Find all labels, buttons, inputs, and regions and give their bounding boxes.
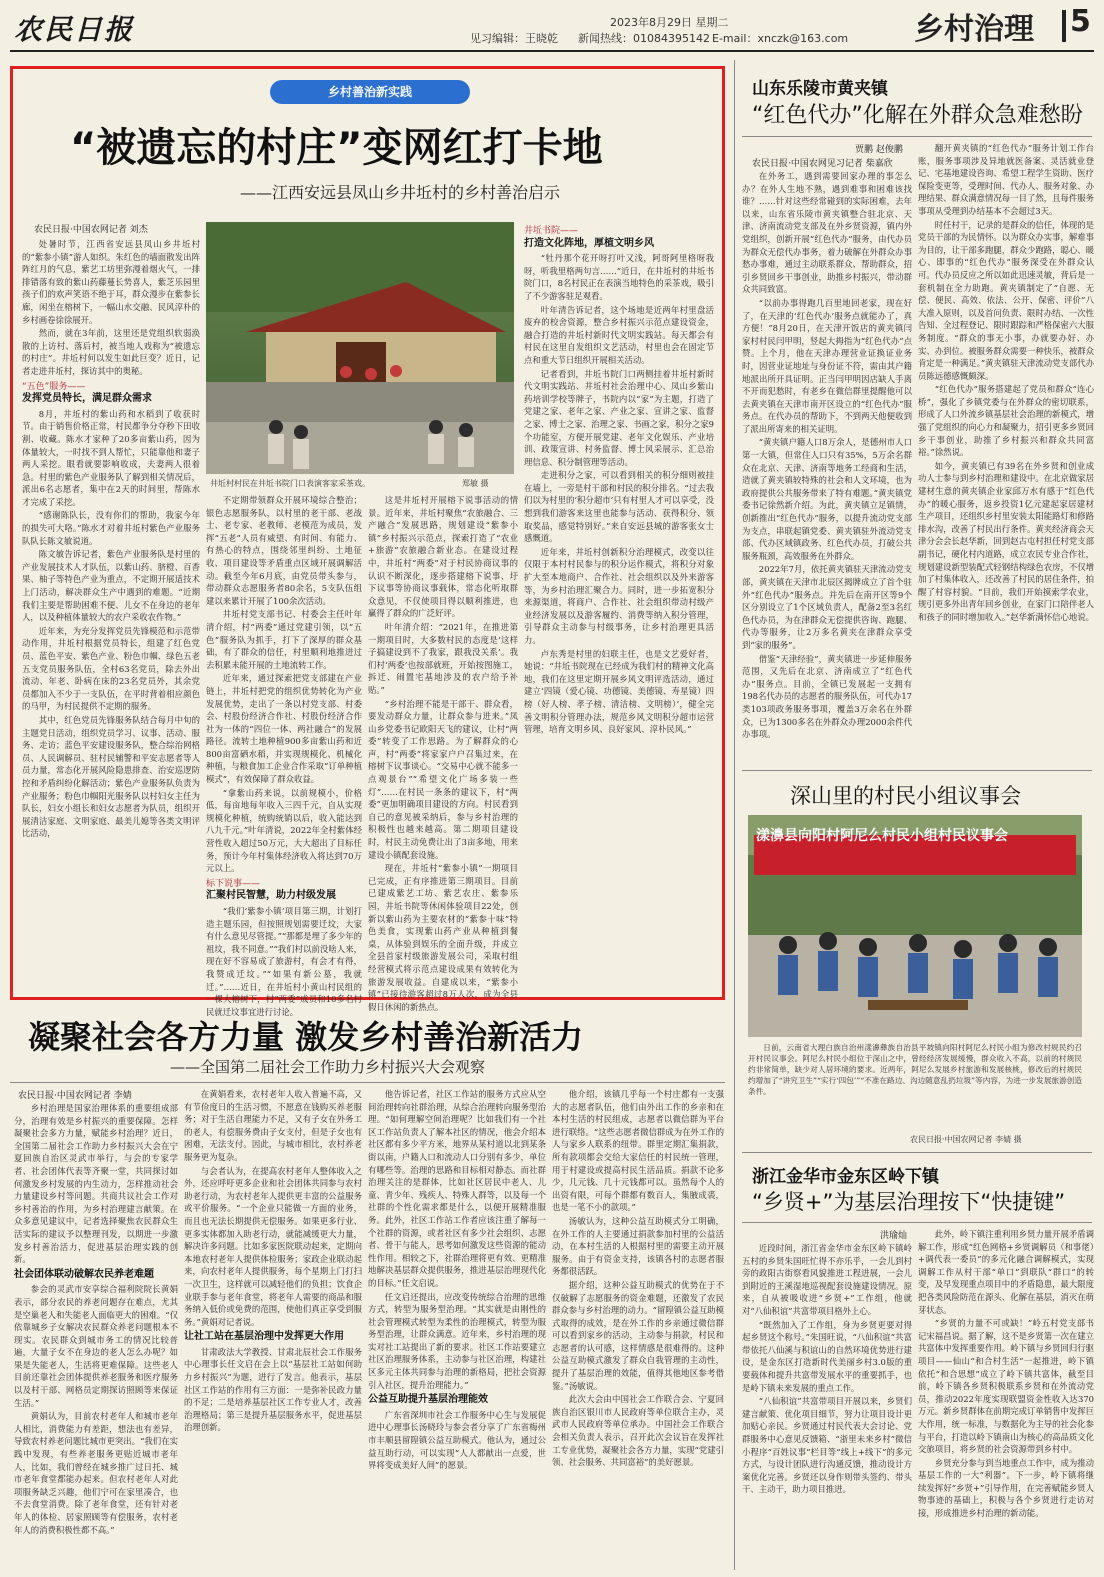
paragraph: 此次大会由中国社会工作联合会、宁夏回族自治区银川市人民政府等单位联合主办，灵武市人民政府等单位承办。中国社会工作联合会相关负责人表示，召开此次会议旨在发挥社工专业优势，凝聚社会各方力量，实现“党建引领、社会服务、共同富裕”的美好愿景。 (552, 1394, 724, 1468)
paragraph: 然而，就在3年前，这里还是党组织软弱涣散的上访村、落后村，被当地人戏称为“被遗忘的村庄”。井坵村何以发生如此巨变？近日，记者走进井坵村，探访其中的奥秘。 (22, 328, 200, 376)
paragraph: “既然加入了工作组，身为乡贤更要对得起乡贤这个称号。”朱国旺说，“八仙积谊”共富带依托八仙溪与积谊山的自然环境优势进行建设，是金东区打造新时代美丽乡村3.0版的重要载体和提升共富带发展水平的重要抓手，也是岭下镇未来发展的重点工作。 (742, 1319, 912, 1393)
paragraph: “乡村治理不能是干部干、群众看，要发动群众力量，让群众参与进来。”凤山乡党委书记欧阳天飞的建议，让村“两委”转变了工作思路。为了解群众的心声，村“两委”将家家户户召集过来，在榕树下议事谈心。“交易中心就不能多一点观景台”“希望文化广场多装一些灯”……在村民一条条的建议下，村“两委”更加明确项目建设的方向。村民看到自己的意见被采纳后，参与乡村治理的积极性也越来越高。第二期项目建设时，村民主动免费让出了3亩多地，用来建设小镇配套设施。 (368, 698, 518, 860)
article5-byline: 洪瑜灿 (880, 1231, 908, 1241)
article5-headline: “乡贤+”为基层治理按下“快捷键” (752, 1190, 1066, 1214)
article3-byline-reporter: 农民日报·中国农网见习记者 柴嘉欣 (752, 159, 893, 169)
paragraph: 借鉴“天津经验”，黄夹镇进一步延伸服务范围，又先后在北京、济南成立了“红色代办”服务点。目前，全镇已发展起一支拥有198名代办员的志愿者的服务队伍，可代办17类103项政务服务事项，覆盖3万余名在外群众，已为1300多名在外群众办理2000余件代办事项。 (742, 653, 912, 740)
section-label: “五色”服务—— (22, 381, 86, 392)
village-performance-photo (206, 222, 514, 474)
article2-byline: 农民日报·中国农网记者 李婧 (18, 1091, 132, 1101)
section-heading (206, 878, 362, 903)
article3-column-1 (742, 170, 912, 760)
paragraph: “感谢陈队长，没有你们的帮助，我家今年的损失可大咯。”陈水才对着井坵村紫色产业服务队队长陈文敏说道。 (22, 510, 200, 546)
paragraph: “拿紫山药来说，以前规模小，价格低，每亩地每年收入三四千元，自从实现规模化种植，统购统销以后，收入能达到八九千元。”叶年清说，2022年全村紫体经营性收入超过50万元，大大超出了目标任务，预计今年村集体经济收入将达到70万元以上。 (206, 787, 362, 874)
paragraph: 不定期带领群众开展环境综合整治；银色志愿服务队，以村里的老干部、老战士、老专家、老教师、老模范为成员，发挥“五老”人员有威望、有时间、有能力、有热心的特点，围绕邻里纠纷、土地征收、项目建设等矛盾重点区域开展调解活动。截至今年6月底，由党员带头参与，带动群众志愿服务者80余名，5支队伍组建以来累计开展了100余次活动。 (206, 495, 362, 606)
paragraph: 叶年清告诉记者，这个场地是近两年村里盘活废弃的校舍资源，整合乡村振兴示范点建设资金，融合打造的井坵村新时代文明实践站。每天都会有村民在这里自发组织文艺活动，村里也会在固定节点和重大节日组织开展相关活动。 (524, 304, 714, 365)
paragraph: 此外，岭下镇注重利用乡贤力量开展矛盾调解工作，形成“红色网格+乡贤调解员（和事佬）+调代表一委员”的多元化融合调解模式，实现调解工作从村干部“单口”到联队“群口”的转变，及早发现重点项目中的矛盾隐患，最大限度把各类风险防范在源头、化解在基层，消灭在萌芽状态。 (918, 1229, 1094, 1315)
article4-photo-banner: 漾濞县向阳村阿尼么村民小组村民议事会 (756, 828, 1008, 844)
paragraph: 与会者认为，在提高农村老年人整体收入之外，还应呼吁更多企业和社会团体共同参与农村助老行动，为农村老年人提供更丰富的公益服务或平价服务。“一个企业只能做一方面的业务，而且也无法长期提供无偿服务。如果更多行业、更多实体都加入助老行动，就能减缓更大力量，解决许多问题。比如多家医院联动起来，定期向本地农村老年人提供体检服务；家政企业联动起来，向农村老年人提供服务，每个星期上门打扫一次卫生，这样就可以减轻他们的负担；饮食企业联手参与老年食堂，将老年人需要的商品和服务纳入低价或免费的范围，使他们真正享受到服务。”黄娟对记者说。 (184, 1165, 362, 1327)
paragraph: 广东省深圳市社会工作服务中心生与发展促进中心理事长汤晓玲与参会者分享了广东省梅州市丰顺县留隍镇公益互助模式。他认为，通过公益互助行动，可以实现“人人都献出一点爱，世界将变成美好人间”的愿景。 (368, 1409, 546, 1471)
contact-email: E-mail：xnczk@163.com (712, 32, 849, 45)
paragraph: 近年来，为充分发挥党员先锋模范和示范带动作用，井坵村根据党员特长，组建了红色党员、蓝色平安、紫色产业、粉色巾帼、绿色五老五支党员服务队伍，全村63名党员，除去外出流动、年老、卧病在床的23名党员外，其余党员都加入不少于一支队伍，在平时背着相应颜色的马甲，为村民提供不定期的服务。 (22, 625, 200, 712)
article2-column-1 (14, 1102, 178, 1568)
article3-rule (742, 136, 1092, 137)
paragraph: “以前办事得跑几百里地回老家，现在好了，在天津的‘红色代办’服务点就能办了，真方便！”8月20日，在天津开饭店的黄夹镇闫家村村民闫甲明，竖起大拇指为“红色代办”点赞。上个月，他在天津办理营业证换证业务时，因营业证地址与身份证不符，需由其户籍地派出所开具证明。正当闫甲明因店缺人手离不开而犯愁时，有老乡在微信群里提醒他可以去黄夹镇在天津市南开区设立的“红色代办”服务点。在代办员的帮助下，不到两天他便收到了派出所寄来的相关证明。 (742, 297, 912, 434)
article5-column-1 (742, 1242, 912, 1568)
paragraph: 如今，黄夹镇已有39名在外乡贤和创业成功人士参与到乡村治理和建设中。在北京做家居建材生意的黄夹镇企业家邱万水有感于“红色代办”的暖心服务，返乡投资1亿元建起家居建材生产项目，还组织乡村里安装太阳能路灯和修路排水沟，改善了村民出行条件。黄夹经济商会天津分会会长赵华新，回到赵古屯村担任村党支部副书记，硬化村内道路，成立农民专业合作社，规划建设新型装配式轻钢结构绿色农房，不仅增加了村集体收入，还改善了村民的居住条件，拍醒了村容村貌。“目前，我们开始摸索学农业，规引更多外出青年回乡创业，在家门口陪伴老人和孩子的同时增加收入。”赵华新满怀信心地说。 (918, 460, 1094, 622)
article5-rule-top (742, 1152, 1092, 1153)
column-tag: 乡村善治新实践 (270, 80, 470, 104)
paragraph: “八仙积谊”共富带项目开展以来，乡贤们建言献策、优化项目细节，努力让项目设计更加贴心亲民。乡贤通过村民代表大会讨论、党群服务中心意见反馈箱、“浙里未来乡村”微信小程序“百姓议事”栏目等“线上+线下”的多元方式，与设计团队进行沟通反馈，推动设计方案优化完善。乡贤还以身作则带头签约、带头干、主动干，助力项目推进。 (742, 1396, 912, 1495)
article4-headline: 深山里的村民小组议事会 (790, 784, 1021, 808)
article5-title: 浙江金华市金东区岭下镇 (752, 1167, 939, 1187)
paragraph: 乡村治理是国家治理体系的重要组成部分，治理有效是乡村振兴的重要保障。怎样凝聚社会多方力量，赋能乡村治理？近日，全国第二届社会工作助力乡村振兴大会在宁夏回族自治区灵武市举行，与会的专家学者、社会团体代表等齐聚一堂，共同探讨如何激发乡村发展的内生动力，怎样推动社会力量建设乡村等问题。共商共议社会工作对乡村善治的作用，为乡村治理建言献策。在众多意见建议中，记者选择聚焦农民群众生活实际的建议予以整理刊发，以期进一步激发乡村善治活力，促进基层治理实践的创新。 (14, 1103, 178, 1265)
section-title: 打造文化阵地，厚植文明乡风 (524, 237, 654, 249)
paragraph: 近年来，井坵村创新积分治理模式，改变以往仅限于本村村民参与的积分运作模式，将积分对象扩大至本地商户、合作社、社会组织以及外来游客等，为乡村治理汇聚合力。同时，进一步拓宽积分来源渠道，将商户、合作社、社会组织带动村级产业经济发展以及游客履约、消费等纳入积分管理，引导群众主动参与村级事务，让乡村治理更具活力。 (524, 546, 714, 645)
paragraph: 黄娟认为，目前农村老年人和城市老年人相比，消费能力有差距，想法也有差异，导致农村养老问题比城市更突出。“我们在实践中发现，有些养老服务更贴近城市老年人，比如，我们曾经在城乡推广过日托、城市老年食堂都能办起来。但农村老年人对此项服务缺乏兴趣，他们宁可在家里凑合，也不去食堂消费。除了老年食堂，还有针对老年人的体检、居家照顾等有偿服务，农村老年人的消费积极性都不高。” (14, 1411, 178, 1535)
paragraph: 井坵村党支部书记、村委会主任叶年清介绍，村“两委”通过党建引领，以“五色”服务队为抓手，打下了深厚的群众基础，有了群众的信任，村里顺利地推进过去积累未能开展的土地流转工作。 (206, 609, 362, 670)
article1-column-1 (22, 238, 200, 990)
article1-column-3 (368, 494, 518, 1012)
paragraph: 据介绍，这种公益互助模式的优势在于不仅破解了志愿服务的资金难题，还激发了农民群众参与乡村治理的动力。“留隍镇公益互助模式取得的成效，是在外工作的乡亲通过微信群可以看到家乡的活动，主动参与捐款，村民和志愿者的认可感，这样情感是很难得的。这种公益互助模式激发了群众自我管理的主动性，提升了基层治理的效能，值得其他地区参考借鉴。”汤敏说。 (552, 1279, 724, 1391)
paragraph: 时任村干，记录的是群众的信任，体现的是党员干部的为民情怀。以为群众办实事，解难事为目的，让干部多跑腿，群众少跑路，聪心、暖心、即事的“红色代办”服务深受在外群众认可。代办员反应之所以如此迅速灵敏，背后是一套机制在全力助跑。黄夹镇制定了“自愿、无偿、便民、高效、依法、公开、保密、评价”八大准入原则，以及首问负责、限时办结、一次性告知、全过程登记、限时跟踪和严格保密六大服务制度。“群众的事无小事，办就要办好、办实、办到位。被服务群众需要一种快乐，被群众肯定是一种满足。”黄夹镇驻天津流动党支部代办员陈远德感慨颇深。 (918, 219, 1094, 381)
paragraph: 叶年清介绍：“2021年，在推进第一期项目时，大多数村民的态度是‘这样子搞建设到不了我家，跟我没关系’。我们村‘两委’也按部就班，开始按图施工，拆迁、闹置宅基地涉及的农户给予补贴。” (368, 621, 518, 695)
article1-photo (206, 222, 514, 474)
section-divider (1062, 10, 1066, 42)
paragraph: 记者看到，井坵书院门口两侧挂着井坵村新时代文明实践站、井坵村社会治理中心、凤山乡紫山药培训学校等牌子，书院内以“家”为主题，打造了党建之家、老年之家、产业之家、宣讲之家、监督之家、博士之家、治理之家、书画之家，积分之家9个功能室，方便开展党建、老年文化娱乐、产业培训、政策宣讲、村务监督、博士风采展示、汇总治理信息、积分制管理等活动。 (524, 368, 714, 467)
paragraph: 他告诉记者，社区工作站的服务方式应从空间治理转向社群治理，从综合治理转向服务型治理。“如何理解空间治理呢？比如我们有一个社区工作站负责人了解本社区的情况，他会介绍本社区都有多少平方米，地界从某村道以北到某条街以南，户籍人口和流动人口分别有多少，单位有哪些等。治理的思路和目标相对静态。而社群治理关注的是群体，比如社区居民中老人、儿童、青少年、残疾人、特殊人群等，以及每一个社群的个性化需求都是什么，以便开展精准服务。此外，社区工作站工作者应该注重了解每一个社群的资源，或者社区有多少社会组织、志愿者、骨干与能人，思考如何激发这些资源的能动性作用。相较之下，社群治理将更有效、更精准地解决基层群众提供服务，推进基层治理现代化的目标。”任文启说。 (368, 1089, 546, 1288)
village-meeting-photo (748, 815, 1082, 1037)
paragraph: “乡贤的力量不可或缺！”岭五村党支部书记宋福昌说。据了解，这不是乡贤第一次在建立共富体中发挥重要作用。岭下镇与乡贤回归行驱项目——仙山“和合村生活”一起推进，岭下镇依托“和合思想”成立了岭下镇共富体，截至目前，岭下镇各乡贤积极联系乡贤和在外流动党员，推动2022年度实现联盟资金性收入达370万元。新乡贤群体在前期完成订单销售中发挥巨大作用，统一标准，与数据化为主导的社会化参与平台，打造以岭下镇南山为核心的高品质文化交旅项目，将乡贤的社会资源带到乡村中。 (918, 1318, 1094, 1455)
paragraph: 他介绍，该镇几乎每一个村庄都有一支强大的志愿者队伍，他们由外出工作的乡亲和在本村生活的村民组成，志愿者以微信群为平台进行联络。“这些志愿者微信群成为在外工作的人与家乡人联系的纽带。群里定期汇集捐款，所有款项都会交给大家信任的村民统一管理，用于村建设或提高村民生活品质。捐款不论多少，几元钱、几十元钱都可以。虽然每个人的出资有限，可每个群都有数百人，集腋成裘，也是一笔不小的款项。” (552, 1089, 724, 1213)
paragraph: 走进积分之家，可以看到相关的积分细则被挂在墙上，一旁是村干部和村民的积分排名。“过去我们以为村里的‘积分超市’只有村里人才可以享受，没想到我们游客来这里也能参与活动、获得积分、领取奖品，感觉特别好。”来自安远县城的游客张女士感慨道。 (524, 470, 714, 544)
article2-column-4 (552, 1088, 724, 1568)
article2-rule (10, 1082, 725, 1083)
article1-subhead: ——江西安远县凤山乡井坵村的乡村善治启示 (240, 183, 561, 202)
article2-column-2 (184, 1088, 362, 1568)
paragraph: 8月，井坵村的紫山药和水稻到了收获时节。由于销售价格正常，村民都争分夺秒下田收割、收藏。陈水才家种了20多亩紫山药，因为体量较大，一时找不到人帮忙，只能靠他和妻子两人采挖。眼看就要影响收成，夫妻两人很着急。村里的紫色产业服务队了解到相关情况后，派出6名志愿者，集中在2天的时间里，帮陈水才完成了采挖。 (22, 408, 200, 507)
paragraph: 处暑时节，江西省安远县凤山乡井坵村的“紫参小镇”游人如织。朱红色的墙面散发出阵阵红月的气息，紫艺工坊里弥漫着烟火气，一排排错落有致的紫山药藤蔓长势喜人，紫芝乐园里孩子们的欢声笑语不绝于耳，群众漫步在紫参长廊，闲坐在榕树下，一幅山水交融、民风淳朴的乡村画卷徐徐展开。 (22, 239, 200, 325)
paragraph: “牡丹那个花开呀打叶又浅，阿哥阿里格呀我呀，听我里格两句言……”近日，在井坵村的井坵书院门口，8名村民正在表演当地特色的采茶戏，吸引了不少游客驻足观看。 (524, 253, 714, 301)
paragraph: 2022年7月，依托黄夹镇驻天津流动党支部，黄夹镇在天津市北辰区揭牌成立了首个驻外“红色代办”服务点。并先后在南开区等9个区分别设立了1个区域负责人，配备2至3名红色代办员，为在津群众无偿提供咨询、跑腿、代办等服务，让2万多名黄夹在津群众享受到“家的服务”。 (742, 564, 912, 650)
article3-title: 山东乐陵市黄夹镇 (752, 79, 888, 99)
section-label: 井坵书院—— (524, 226, 579, 236)
masthead-rule (10, 50, 1094, 52)
article2-headline: 凝聚社会各方力量 激发乡村善治新活力 (28, 1018, 584, 1056)
article1-photo-caption: 井坵村村民在井坵书院门口表演客家采茶戏。 (210, 479, 370, 488)
paragraph: “我们‘紫参小镇’项目第三期，计划打造主题乐园，但按照规划需要迁坟，大家有什么意见尽管提。”“那都是埋了多少年的祖坟，我不同意。”“我们村以前没啥人来，现在好不容易成了旅游村，有会才有得，我赞成迁坟。”“如果有新公墓，我就迁。”……近日，在井坵村小黄山村民组的一棵大榕树下，村“两委”成员和10多名村民就迁坟事宜进行讨论。 (206, 906, 362, 1017)
section-heading (22, 381, 200, 406)
paragraph: 近年来，通过探索把党支部建在产业链上，井坵村把党的组织优势转化为产业发展优势，走出了一条以村党支部、村委会、村股份经济合作社、村股份经济合作社为一体的“四位一体、两社融合”的发展路径。流转土地种植900多亩紫山药和近800亩富硒水稻，并实现规模化、机械化种植，与粮食加工企业合作采取“订单种植模式”，有效保障了群众收益。 (206, 673, 362, 785)
article3-headline: “红色代办”化解在外群众急难愁盼 (752, 103, 1083, 128)
paragraph: 其中，红色党员先锋服务队结合每月中旬的主题党日活动，组织党员学习、议事、活动、服务、走访；蓝色平安建设服务队，整合综治网格员、人民调解员、驻村民辅警和平安志愿者等人员力量，常态化开展风险隐患排查、治安巡逻防控和矛盾纠纷化解活动；紫色产业服务队负责为产业服务；粉色巾帼阳光服务队以村妇女主任为队长，妇女小组长和妇女志愿者为队员，组织开展清洁家庭、文明家庭、最美儿媳等各类文明评比活动， (22, 714, 200, 839)
page-number: 5 (1070, 4, 1091, 39)
section-heading (524, 225, 714, 250)
paragraph: “红色代办”服务搭建起了党员和群众“连心桥”，强化了乡镇党委与在外群众的密切联系，形成了人口外流乡镇基层社会治理的新模式，增强了党组织的向心力和凝聚力，招引更多乡贤回乡干事创业，助推了乡村振兴和群众共同富裕。”徐然说。 (918, 384, 1094, 458)
section-title: 汇聚村民智慧，助力村级发展 (206, 890, 336, 902)
paragraph: 在外务工，遇到需要回家办理的事怎么办？在外人生地不熟，遇到难事和困难该找谁？……针对这些经常碰到的实际困难，去年以来，山东省乐陵市黄夹镇整合驻北京、天津、济南流动党支部及在外乡贤资源，镇内外党组织，创新开展“红色代办”服务，由代办员为群众无偿代办事务，着力破解在外群众办事愁办事难，通过主动联系群众、帮助群众，招引乡贤回乡干事创业，助推乡村振兴，带动群众共同致富。 (742, 171, 912, 295)
newspaper-name: 农民日报 (14, 13, 135, 46)
article1-byline: 农民日报·中国农网记者 刘杰 (34, 225, 148, 235)
section-heading: 社会团体联动破解农民养老难题 (14, 1268, 154, 1280)
paragraph: 近段时间，浙江省金华市金东区岭下镇岭五村的乡贤朱国旺忙得不亦乐乎，一会儿到村旁的政阳古街察看风貌推进工程进展，一会儿到附近的王溪湿地巡视配套设施建设情况。原来，自从被吸收进“乡贤+”工作组，他就对“八仙积谊”共富带项目格外上心。 (742, 1243, 912, 1316)
paragraph: 陈文敏告诉记者，紫色产业服务队是村里的产业发展技术人才队伍，以紫山药、脐橙、百香果、柚子等特色产业为重点，不定期开展适技术上门活动，解决群众生产中遇到的难题。“近期我们主要是帮助困难不便、儿女不在身边的老年人，以及种植体量较大的农户采收农作物。” (22, 549, 200, 623)
article1-column-4 (524, 222, 714, 990)
section-title: 乡村治理 (914, 12, 1034, 47)
article5-column-2 (918, 1228, 1094, 1568)
issue-date: 2023年8月29日 星期二 (610, 16, 729, 29)
paragraph: 汤敏认为，这种公益互助模式分工明确，在外工作的人主要通过捐款参加村里的公益活动，在本村生活的人根据村里的需要主动开展服务。由于有资金支持，该镇各村的志愿者服务都很活跃。 (552, 1215, 724, 1277)
paragraph: 乡贤充分参与到当地重点工作中，成为推动基层工作的一大“利器”。下一步，岭下镇将继续发挥好“乡贤+”引导作用，在完善赋能乡贤人物事迹的基础上，积极与各个乡贤进行走访对接，形成推进乡村治理的新动能。 (918, 1457, 1094, 1519)
article3-byline: 贾鹏 赵俊鹏 (855, 145, 903, 155)
paragraph: 在黄娟看来，农村老年人收入普遍不高，又有节俭度日的生活习惯，不愿意在钱购买养老服务；对于生活自理能力不足，又有子女在外务工的老人，有偿服务费由子女支付，但是子女也有困难，无法支付。因此，与城市相比，农村养老服务更为复杂。 (184, 1089, 362, 1162)
article1-headline: “被遗忘的村庄”变网红打卡地 (70, 125, 603, 171)
right-column-divider (734, 60, 735, 1570)
section-title: 发挥党员特长，满足群众需求 (22, 393, 152, 405)
paragraph: 参会的灵武市安享综合福利院院长黄娟表示，部分农民的养老问题存在难点，尤其是空巢老人和失能老人面临更大的困难。“仅依靠城乡子女解决农民群众养老问题根本不现实。农民群众到城市务工的情况比较普遍，大量子女不在身边的老人怎么办呢？如果是失能老人，生活将更难保障。这些老人目前还靠社会团体提供养老服务和医疗服务以及村干部、网格员定期探访照顾等来保证生活。” (14, 1284, 178, 1408)
article4-rule (742, 770, 1092, 771)
editor-credit: 见习编辑：王晓乾 (470, 32, 558, 45)
article2-subhead: ——全国第二届社会工作助力乡村振兴大会观察 (170, 1058, 486, 1076)
paragraph: 现在，井坵村“紫参小镇”一期项目已完成，正有序推进第三期项目。目前已建成紫艺工坊、紫艺农庄、紫参乐园，井坵书院等休闲体验项目22处，创新以紫山药为主要农材的“紫参十味”特色美食，实现紫山药产业从种植到餐桌，从体验到娱乐的全面升级，并成立全县首家村级旅游发展公司，采取村组经营模式将示范点建设成果有效转化为旅游发展收益。自建成以来，“紫参小镇”已接待游客超过8万人次，成为全县假日休闲的新热点。 (368, 863, 518, 1012)
section-heading: 公益互助提升基层治理能效 (368, 1394, 488, 1406)
article1-column-2 (206, 494, 362, 1017)
paragraph: 甘肃政法大学教授、甘肃北辰社会工作服务中心理事长任文启在会上以“基层社工站如何助力乡村振兴”为题，进行了发言。他表示，基层社区工作站的作用有三方面：一是弥补民政力量的不足；二是培养基层社区工作专业人才，改善治理格局；第三是提升基层服务水平，促进基层治理创新。 (184, 1346, 362, 1433)
article4-credit: 农民日报·中国农网记者 李婧 摄 (910, 1135, 1022, 1144)
article3-column-2 (918, 142, 1094, 760)
section-label: 标下说事—— (206, 878, 261, 889)
article5-rule (742, 1222, 1092, 1223)
paragraph: 这是井坵村开展榕下说事活动的情景。近年来，井坵村聚焦“农旅融合、三产融合”发展思路，规划建设“紫参小镇”乡村振兴示范点，探索打造了“农业+旅游”农旅融合新业态。在建设过程中，井坵村“两委”对于村民协商议事的认识不断深化，逐步搭建榕下说事、圩下议事等协商议事载体，常态化听取群众意见，不仅使项目得以顺利推进，也赢得了群众的广泛好评。 (368, 495, 518, 619)
news-hotline: 新闻热线：01084395142 (578, 32, 710, 45)
paragraph: 翻开黄夹镇的“红色代办”服务计划工作台账，服务事项涉及异地就医备案、灵活就业登记、宅基地建设咨询、希望工程学生资助、医疗保险变更等，受理时间、代办人、服务对象、办理结果、群众满意情况每一目了然，且每件服务事项从受理到办结基本不会超过3天。 (918, 143, 1094, 216)
paragraph: 卢东秀是村里的妇联主任，也是文艺爱好者，她说：“井坵书院现在已经成为我们村的精神文化高地，我们在这里定期开展乡风文明评选活动，通过建立‘四镜（爱心镜、功德镜、美德镜、寿星镜）四榜（好人榜、孝子榜、清洁榜、文明榜）’，健全完善文明积分管理办法，规范乡风文明积分超市运营管理，培育文明乡风、良好家风、淳朴民风。” (524, 648, 714, 735)
paragraph: 任文启还提出，应改变传统综合治理的思维方式，转型为服务型治理。“其实就是由刚性的社会管理模式转型为柔性的治理模式，转型为服务型治理，让群众满意。近年来，乡村治理的现实对社工站提出了新的要求。社区工作站要建立社区治理服务体系，主动参与社区治理，构建社区多元主体共同参与治理的新格局，把社会资源引入社区，提升治理能力。” (368, 1291, 546, 1390)
article4-caption: 日前，云南省大理白族自治州漾濞彝族自治县平坡镇向阳村阿尼么村民小组为修改村规民约召开村民议事会。阿尼么村民小组位于深山之中，曾经经济发展缓慢，群众收入不高，以前的村规民约非常简单，缺少对人居环境的要求。近两年，阿尼么发展乡村旅游和发展核桃，修改后的村规民约增加了“讲究卫生”“实行‘四包’”“不准在路边、沟边随意乱扔垃圾”等内容，为进一步发展旅游创造条件。 (748, 1043, 1082, 1096)
article1-photo-credit: 郑敏 摄 (462, 479, 489, 488)
paragraph: “黄夹镇户籍人口8万余人，是德州市人口第一大镇，但常住人口只有35%，5万余名群众在北京、天津、济南等地务工经商和生活，造就了黄夹镇较特殊的社会和人文环境，也为政府提供公共服务带来了特有难题。”黄夹镇党委书记徐然新介绍。为此，黄夹镇立足镇情，创新推出“红色代办”服务，以提升流动党支部为支点，串联起镇党委、黄夹镇驻外流动党支部、代办区域镇政务、红色代办员，打破公共服务瓶颈，高效服务在外群众。 (742, 437, 912, 561)
article2-column-3 (368, 1088, 546, 1568)
section-heading: 让社工站在基层治理中发挥更大作用 (184, 1331, 344, 1343)
article4-photo (748, 815, 1082, 1037)
